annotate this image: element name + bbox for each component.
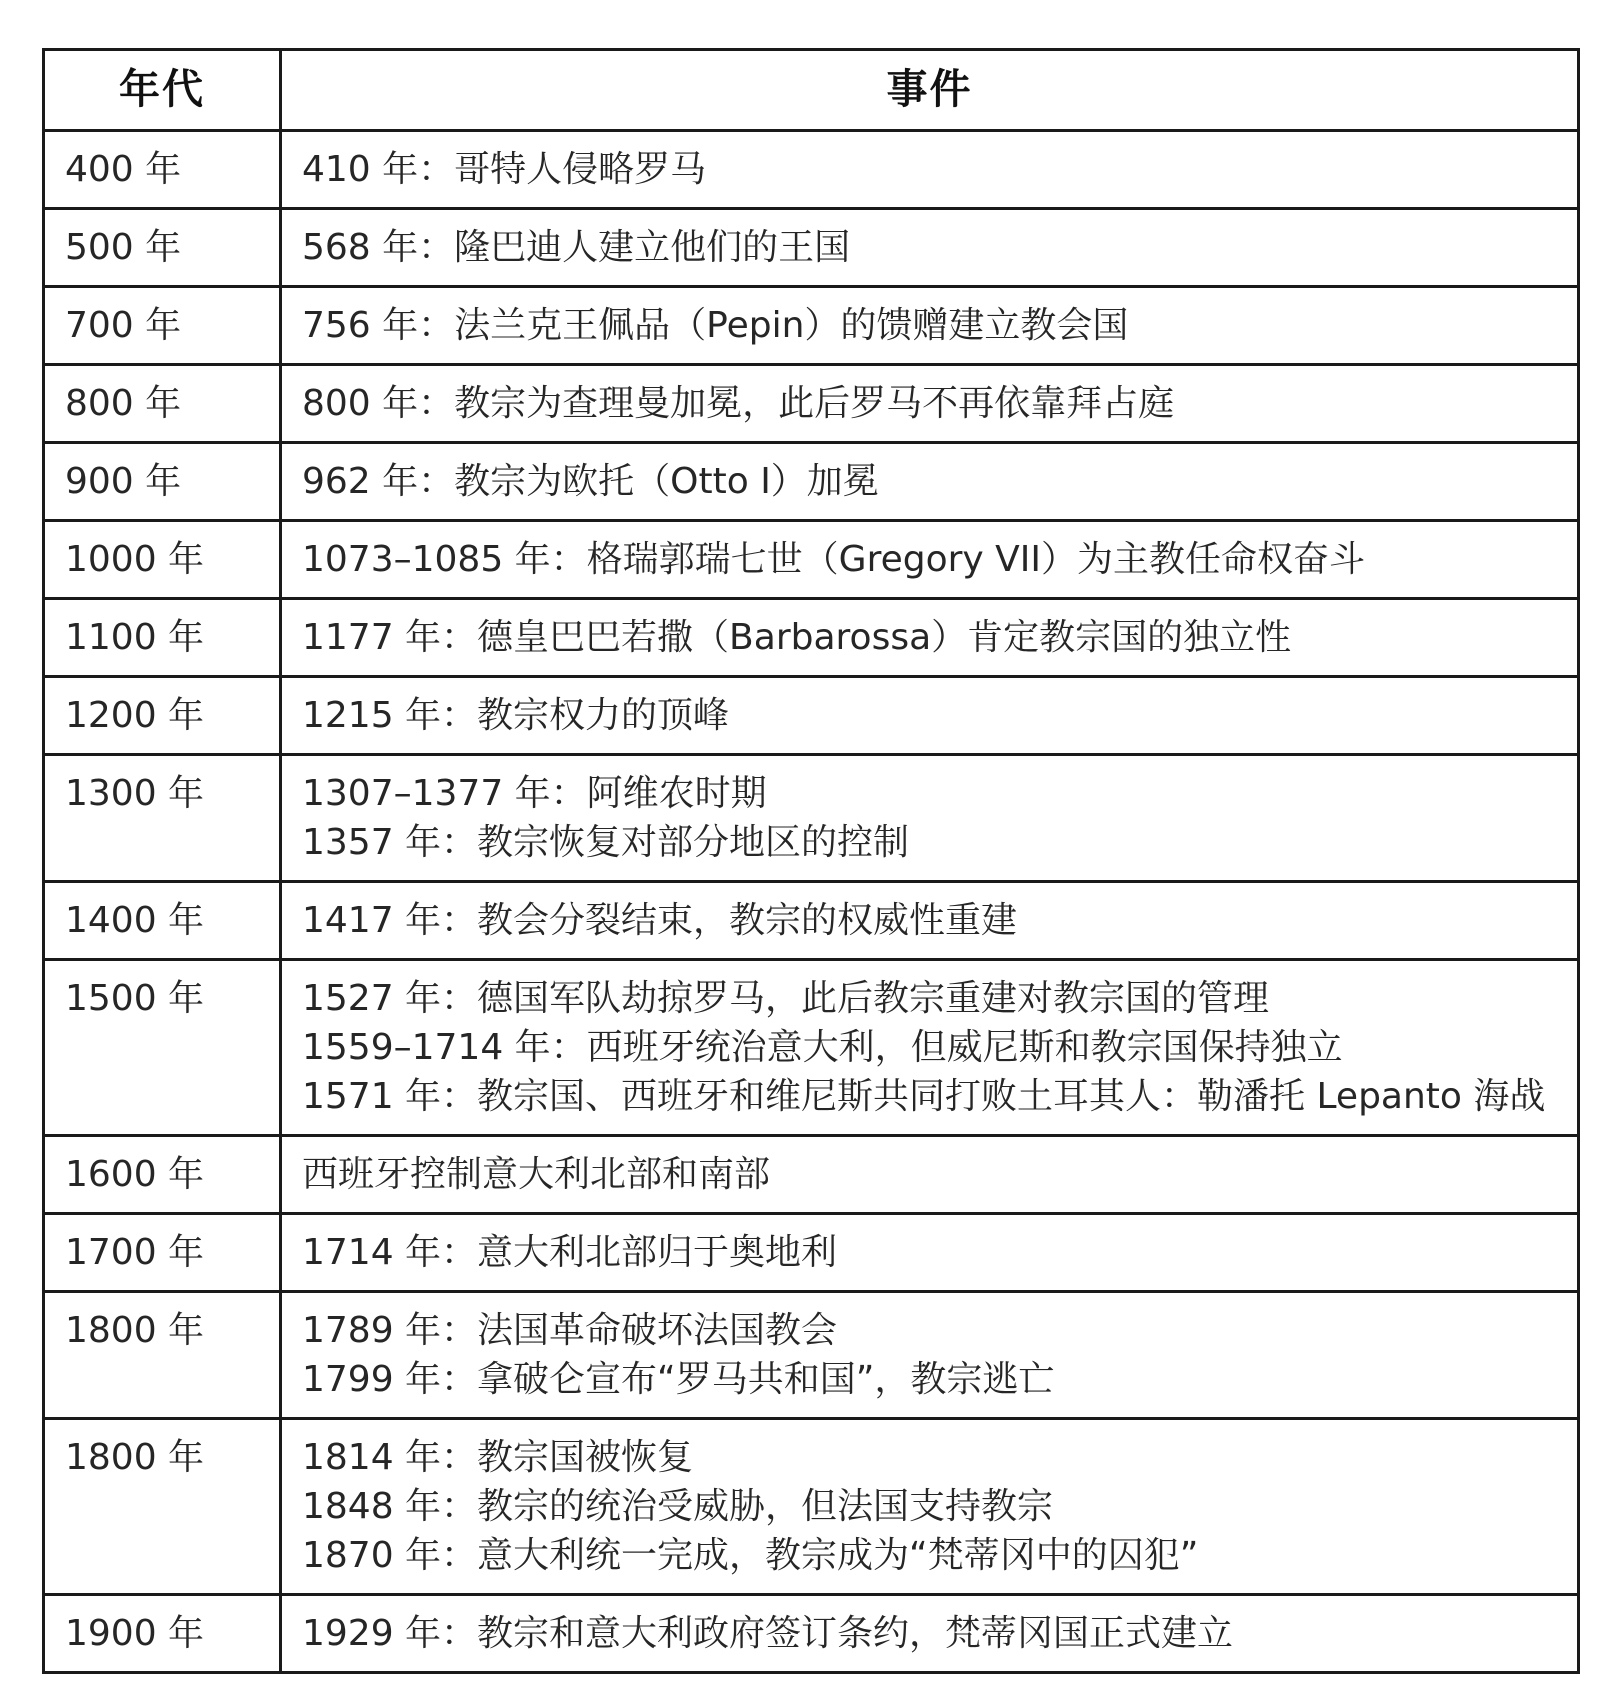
event-cell (281, 599, 1579, 677)
era-cell: 400 年 (44, 131, 281, 209)
event-line: 1814 年：教宗国被恢复 (302, 1437, 694, 1478)
table-row (44, 755, 1579, 882)
era-cell: 1300 年 (44, 755, 281, 882)
event-line: 410 年：哥特人侵略罗马 (302, 149, 707, 190)
event-cell (281, 131, 1579, 209)
event-column-header: 事件 (281, 50, 1579, 131)
table-row (44, 960, 1579, 1136)
event-line: 1357 年：教宗恢复对部分地区的控制 (302, 822, 910, 863)
era-cell: 1900 年 (44, 1595, 281, 1673)
era-column-header: 年代 (44, 50, 281, 131)
event-cell (281, 1136, 1579, 1214)
event-line: 800 年：教宗为查理曼加冕，此后罗马不再依靠拜占庭 (302, 383, 1175, 424)
event-line: 1848 年：教宗的统治受威胁，但法国支持教宗 (302, 1486, 1054, 1527)
event-cell (281, 1292, 1579, 1419)
table-row (44, 677, 1579, 755)
era-cell: 1000 年 (44, 521, 281, 599)
event-cell (281, 677, 1579, 755)
header-row (44, 50, 1579, 131)
event-line: 1799 年：拿破仑宣布“罗马共和国”，教宗逃亡 (302, 1359, 1055, 1400)
timeline-table-body (44, 131, 1579, 1673)
era-cell: 800 年 (44, 365, 281, 443)
event-line: 568 年：隆巴迪人建立他们的王国 (302, 227, 851, 268)
table-row (44, 599, 1579, 677)
event-line: 1789 年：法国革命破坏法国教会 (302, 1310, 838, 1351)
era-cell: 900 年 (44, 443, 281, 521)
table-row (44, 1595, 1579, 1673)
event-line: 1870 年：意大利统一完成，教宗成为“梵蒂冈中的囚犯” (302, 1535, 1199, 1576)
event-line: 1177 年：德皇巴巴若撒（Barbarossa）肯定教宗国的独立性 (302, 617, 1292, 658)
era-cell: 1100 年 (44, 599, 281, 677)
table-row (44, 1419, 1579, 1595)
event-line: 1571 年：教宗国、西班牙和维尼斯共同打败土耳其人：勒潘托 Lepanto 海战 (302, 1076, 1546, 1117)
table-row (44, 882, 1579, 960)
event-line: 1559–1714 年：西班牙统治意大利，但威尼斯和教宗国保持独立 (302, 1027, 1343, 1068)
table-row (44, 521, 1579, 599)
event-cell (281, 882, 1579, 960)
era-cell: 1200 年 (44, 677, 281, 755)
event-line: 1417 年：教会分裂结束，教宗的权威性重建 (302, 900, 1018, 941)
event-cell (281, 755, 1579, 882)
table-row (44, 209, 1579, 287)
event-line: 962 年：教宗为欧托（Otto I）加冕 (302, 461, 879, 502)
event-cell (281, 1595, 1579, 1673)
event-line: 1714 年：意大利北部归于奥地利 (302, 1232, 838, 1273)
event-line: 西班牙控制意大利北部和南部 (302, 1154, 771, 1195)
era-cell: 1400 年 (44, 882, 281, 960)
event-line: 1307–1377 年：阿维农时期 (302, 773, 767, 814)
table-row (44, 287, 1579, 365)
era-cell: 1700 年 (44, 1214, 281, 1292)
table-row (44, 1214, 1579, 1292)
event-line: 1215 年：教宗权力的顶峰 (302, 695, 730, 736)
event-line: 1527 年：德国军队劫掠罗马，此后教宗重建对教宗国的管理 (302, 978, 1270, 1019)
event-cell (281, 443, 1579, 521)
event-line: 1929 年：教宗和意大利政府签订条约，梵蒂冈国正式建立 (302, 1613, 1234, 1654)
event-cell (281, 521, 1579, 599)
event-cell (281, 209, 1579, 287)
era-cell: 1800 年 (44, 1292, 281, 1419)
event-cell (281, 365, 1579, 443)
event-cell (281, 960, 1579, 1136)
table-row (44, 1292, 1579, 1419)
era-cell: 1600 年 (44, 1136, 281, 1214)
table-row (44, 365, 1579, 443)
event-cell (281, 1419, 1579, 1595)
event-line: 756 年：法兰克王佩品（Pepin）的馈赠建立教会国 (302, 305, 1129, 346)
event-cell (281, 287, 1579, 365)
era-cell: 500 年 (44, 209, 281, 287)
event-cell (281, 1214, 1579, 1292)
era-cell: 700 年 (44, 287, 281, 365)
table-row (44, 1136, 1579, 1214)
timeline-table (42, 48, 1580, 1674)
event-line: 1073–1085 年：格瑞郭瑞七世（Gregory VII）为主教任命权奋斗 (302, 539, 1366, 580)
table-row (44, 131, 1579, 209)
era-cell: 1800 年 (44, 1419, 281, 1595)
era-cell: 1500 年 (44, 960, 281, 1136)
table-row (44, 443, 1579, 521)
